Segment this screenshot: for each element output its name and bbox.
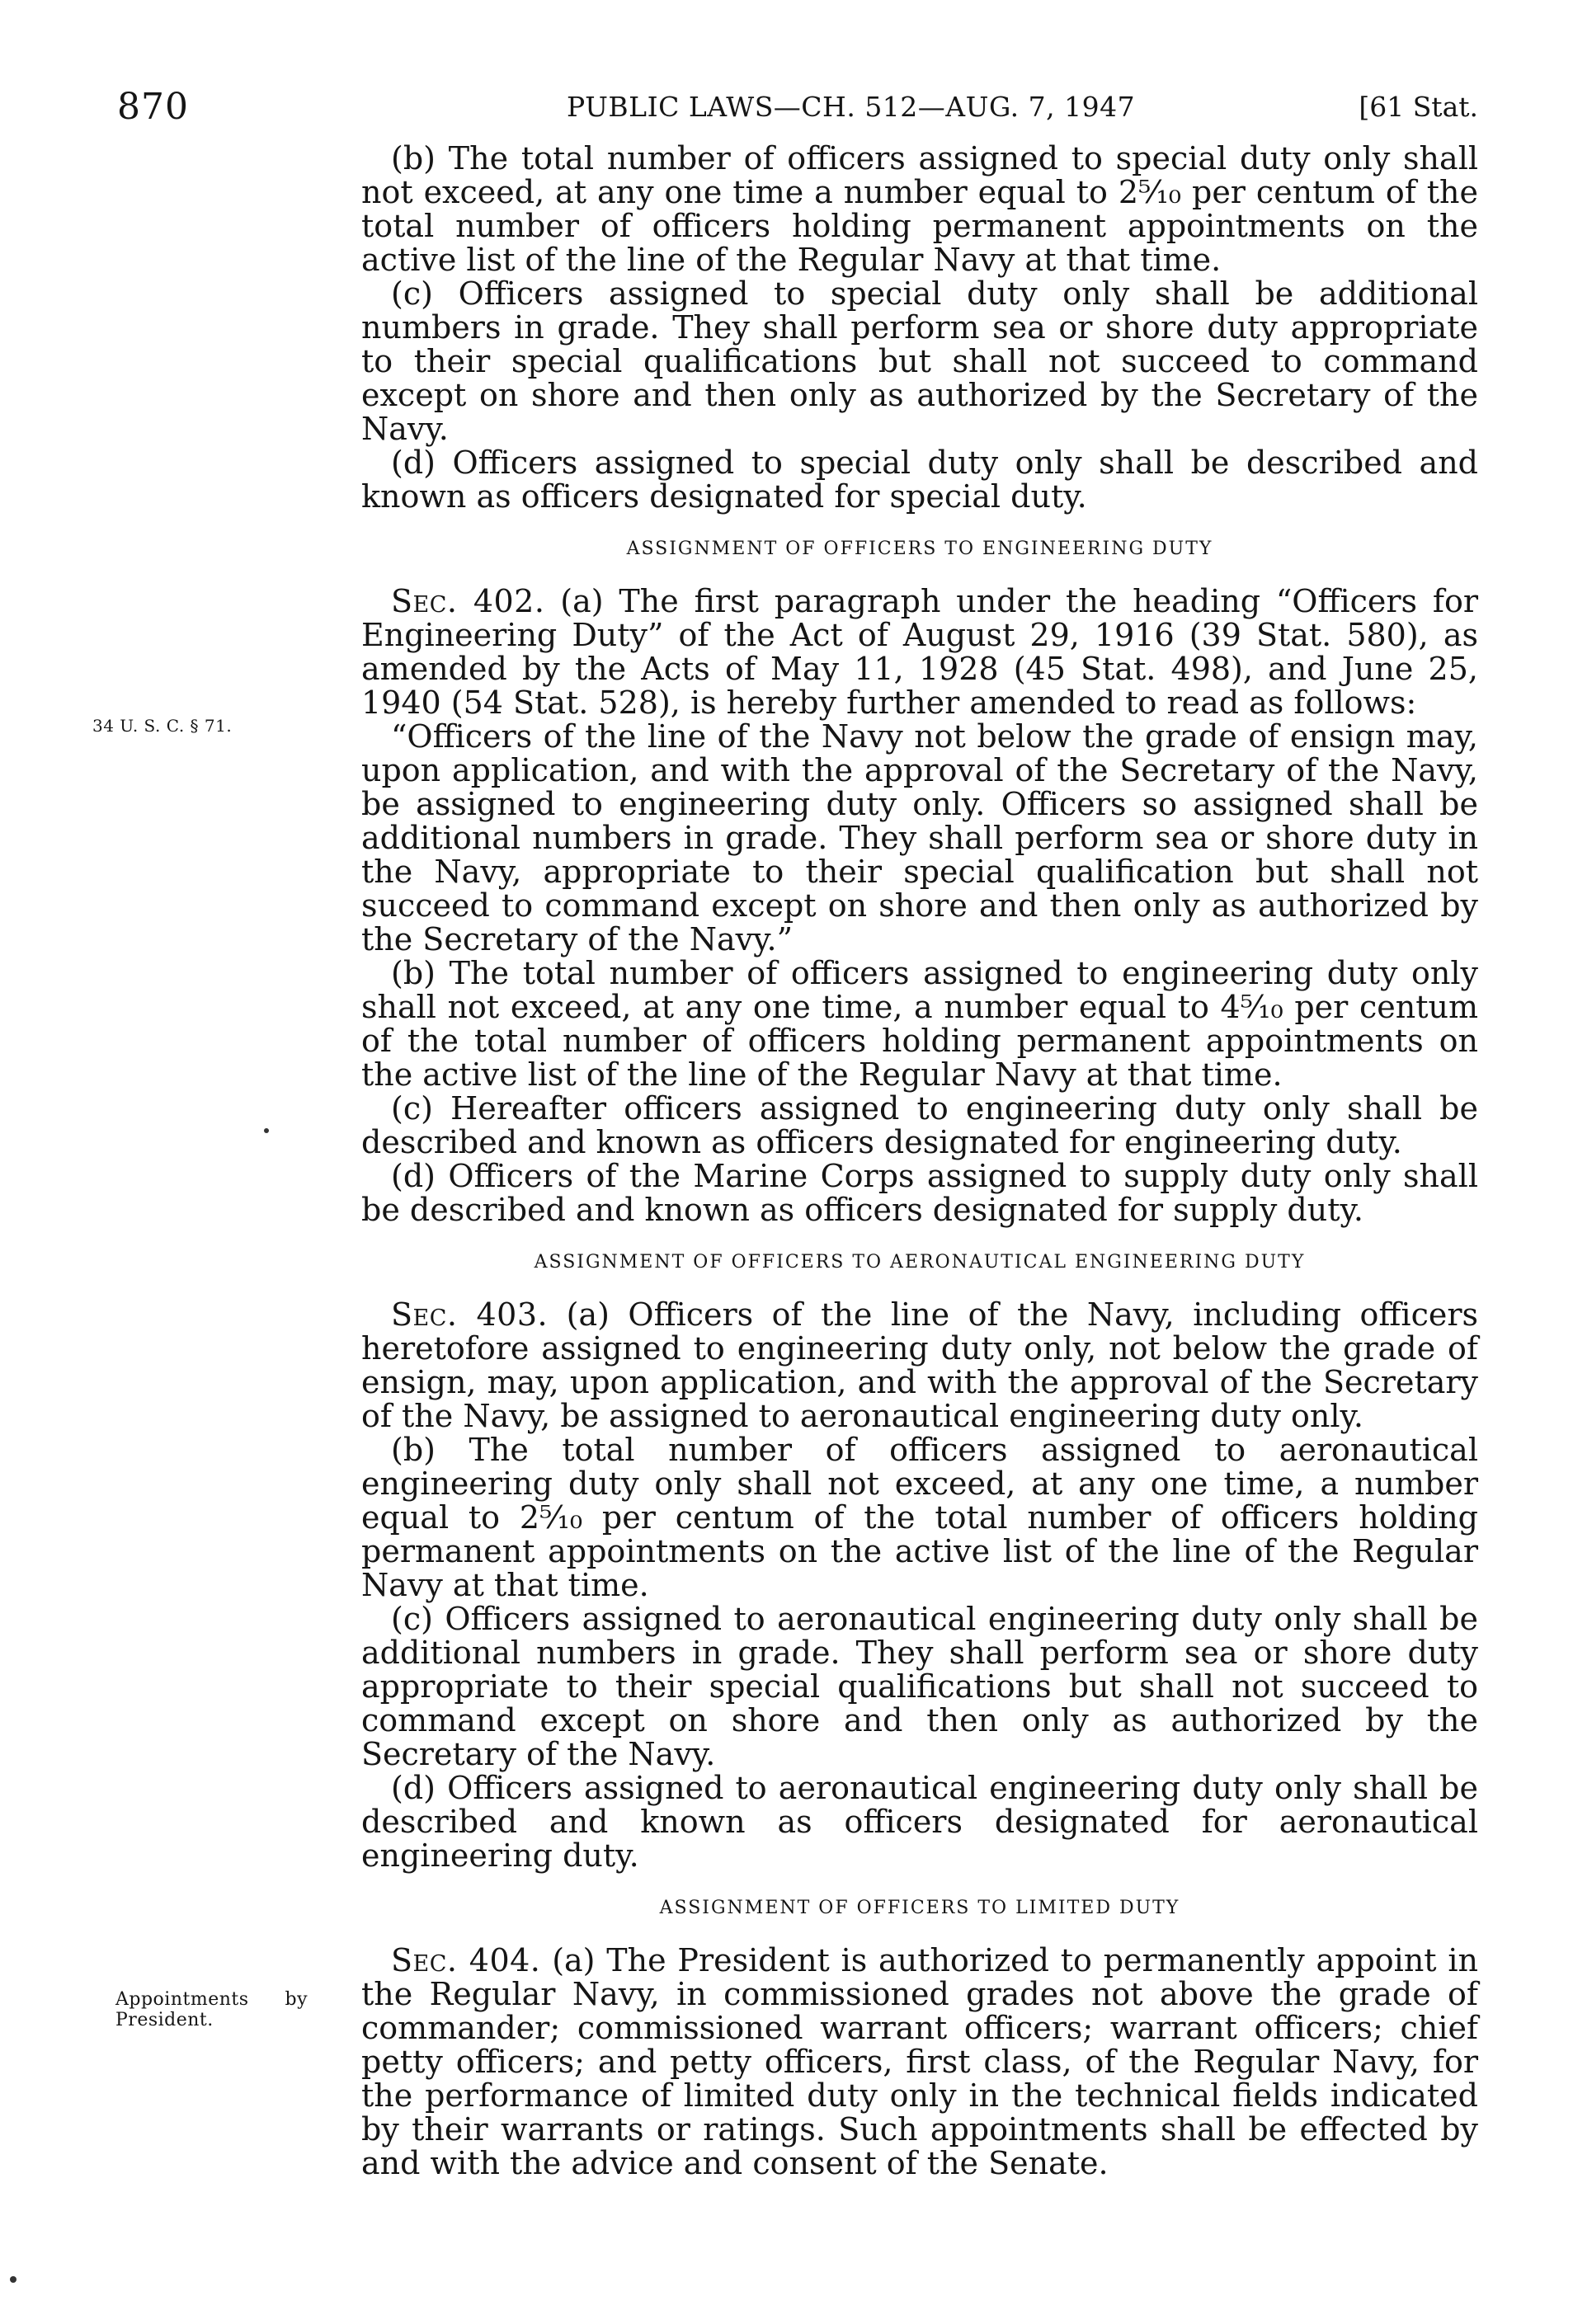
- section-402-paragraph-a-text: (a) The first paragraph under the heading “Officers for Engineering Duty” of the Act of August 29, 1916 (39 Stat. 580), as amended by the Acts of May 11, 1928 (45 Stat. 498), and June 25, 1940 (54 Stat. 528), is hereby further amended to read as follows:: [361, 583, 1478, 721]
- running-head: PUBLIC LAWS—CH. 512—AUG. 7, 1947: [567, 91, 1136, 123]
- section-404-paragraph-a: [361, 1944, 1478, 2181]
- section-403-paragraph-c: (c) Officers assigned to aeronautical engineering duty only shall be additional numbers in grade. They shall perform sea or shore duty appropriate to their special qualifications but shall not succeed to command except on shore and then only as authorized by the Secretary of the Navy.: [361, 1601, 1478, 1772]
- page-number: 870: [117, 86, 189, 128]
- intro-paragraph-d: (d) Officers assigned to special duty only shall be described and known as officers designated for special duty.: [361, 445, 1478, 515]
- section-404-paragraph-a-text: (a) The President is authorized to permanently appoint in the Regular Navy, in commissioned grades not above the grade of commander; commissioned warrant officers; warrant officers; chief petty officers; and petty officers, first class, of the Regular Navy, for the performance of limited duty only in the technical fields indicated by their warrants or ratings. Such appointments shall be effected by and with the advice and consent of the Senate.: [361, 1942, 1478, 2181]
- ink-speck: [264, 1128, 269, 1133]
- page-header: [117, 82, 1478, 132]
- section-402-paragraph-b: (b) The total number of officers assigned to engineering duty only shall not exceed, at any one time, a number equal to 4⁵⁄₁₀ per centum of the total number of officers holding permanent appointments on the active list of the line of the Regular Navy at that time.: [361, 955, 1478, 1093]
- intro-paragraph-c: (c) Officers assigned to special duty only shall be additional numbers in grade. They shall perform sea or shore duty appropriate to their special qualifications but shall not succeed to command except on shore and then only as authorized by the Secretary of the Navy.: [361, 275, 1478, 447]
- body-text: [361, 142, 1478, 2181]
- section-404-heading: ASSIGNMENT OF OFFICERS TO LIMITED DUTY: [659, 1898, 1180, 1918]
- margin-note-appointments-line2: President.: [115, 2010, 214, 2030]
- margin-note-appointments-line1: Appointments: [115, 1989, 249, 2010]
- section-403-paragraph-d: (d) Officers assigned to aeronautical engineering duty only shall be described and known as officers designated for aeronautical engineering duty.: [361, 1770, 1478, 1874]
- section-404-label: Sec. 404.: [391, 1942, 541, 1978]
- section-402-label: Sec. 402.: [391, 583, 545, 619]
- intro-paragraph-b: (b) The total number of officers assigned to special duty only shall not exceed, at any one time a number equal to 2⁵⁄₁₀ per centum of the total number of officers holding permanent appointments on the active list of the line of the Regular Navy at that time.: [361, 140, 1478, 278]
- section-402-paragraph-d: (d) Officers of the Marine Corps assigned to supply duty only shall be described and known as officers designated for supply duty.: [361, 1158, 1478, 1228]
- ink-speck: [10, 2276, 16, 2283]
- section-403-paragraph-a: [361, 1298, 1478, 1433]
- margin-note-appointments: [115, 1989, 338, 2030]
- section-403-label: Sec. 403.: [391, 1296, 549, 1333]
- section-403-heading: ASSIGNMENT OF OFFICERS TO AERONAUTICAL ENGINEERING DUTY: [534, 1252, 1306, 1273]
- section-403-paragraph-a-text: (a) Officers of the line of the Navy, including officers heretofore assigned to engineering duty only, not below the grade of ensign, may, upon application, and with the approval of the Secretary of the Navy, be assigned to aeronautical engineering duty only.: [361, 1296, 1479, 1434]
- section-402-paragraph-a: [361, 585, 1478, 720]
- section-403-paragraph-b: (b) The total number of officers assigned to aeronautical engineering duty only shall not exceed, at any one time, a number equal to 2⁵⁄₁₀ per centum of the total number of officers holding permanent appointments on the active list of the line of the Regular Navy at that time.: [361, 1432, 1478, 1603]
- section-402-heading: ASSIGNMENT OF OFFICERS TO ENGINEERING DUTY: [626, 539, 1213, 559]
- section-402-quoted-paragraph: “Officers of the line of the Navy not below the grade of ensign may, upon application, and with the approval of the Secretary of the Navy, be assigned to engineering duty only. Officers so assigned shall be additional numbers in grade. They shall perform sea or shore duty in the Navy, appropriate to their special qualification but shall not succeed to command except on shore and then only as authorized by the Secretary of the Navy.”: [361, 718, 1478, 957]
- margin-note-usc: 34 U. S. C. § 71.: [92, 716, 233, 736]
- volume-reference: [61 Stat.: [1359, 91, 1478, 123]
- section-402-paragraph-c: (c) Hereafter officers assigned to engineering duty only shall be described and known as officers designated for engineering duty.: [361, 1090, 1478, 1160]
- margin-note-appointments-by: by: [285, 1989, 308, 2010]
